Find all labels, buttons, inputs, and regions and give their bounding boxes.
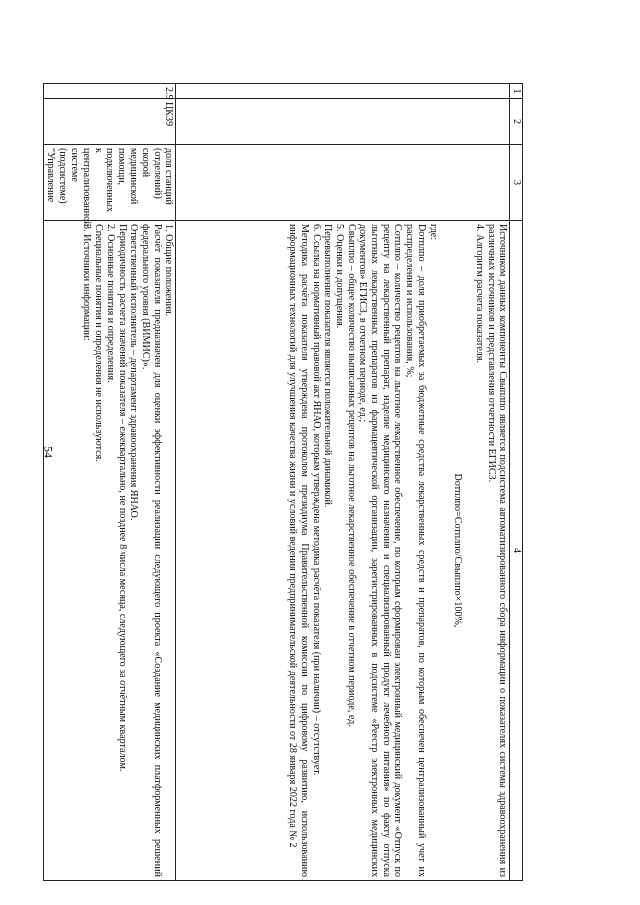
data-source-text: Источником данных компоненты Свыплпо является подсистема автоматизированного сбора информации о показателях системы здравоохранения из различных источников и представления отчетности ЕГИСЗ. — [485, 224, 509, 877]
indicator-name-line: подключенных к — [92, 148, 116, 212]
assumptions-heading: 5. Оценки и допущения. — [333, 224, 345, 329]
row-code: ЦК39 — [43, 99, 176, 145]
definitions-heading: 2. Основные понятия и определения. — [104, 224, 116, 383]
definition-svyplpo: Свыплпо – общее количество выписанных рецептов на льготное лекарственное обеспечение в отчетном периоде, ед. — [345, 224, 357, 727]
definition-sotplpo: Сотплпо – количество рецептов на льготное лекарственное обеспечение, по которым сформирован электронный медицинский документ «Отпуск по рецепту на лекарственный препарат, изделие медицинского назначения и специализированный продукт лечебного питания» по факту отпуска льготных лекарственных препаратов из фармацевтической организации, зарегистрированных в подсистеме «Реестр электронных медицинских документов» ЕГИСЗ, в отчетном периоде, ед.; — [357, 224, 404, 877]
table-row — [43, 84, 176, 881]
indicator-name-line: (подсистеме) — [57, 148, 69, 204]
header-col-3: 3 — [510, 145, 523, 221]
calculation-purpose-text: Расчёт показателя предназначен для оценки эффективности реализации следующего проекта «Создание медицинских платформенных решений федерального уровня (ВИМИС)». — [140, 224, 163, 877]
header-col-1: 1 — [510, 84, 523, 99]
indicator-name-line: централизованной — [80, 148, 92, 227]
indicator-name-line: медицинской — [128, 148, 140, 205]
normative-act-text: 6. Ссылка на нормативный правовой акт ЯНАО, которым утверждена методика расчёта показателя (при наличии) – отсутствует. — [310, 224, 322, 776]
row-number: 2.9 — [43, 84, 176, 99]
definitions-text: Специальные понятия и определения не используются. — [93, 224, 105, 462]
indicator-name-line: помощи, — [116, 148, 128, 186]
where-label: где: — [427, 224, 439, 241]
assumptions-text: Перевыполнение показателя является положительной динамикой. — [322, 224, 334, 508]
page-number: 54 — [41, 446, 56, 458]
continuation-num-cell — [176, 84, 510, 99]
continuation-description-cell — [176, 221, 510, 881]
general-provisions-heading: 1. Общие положения. — [163, 224, 175, 317]
row-description — [43, 221, 176, 881]
continuation-row — [176, 84, 510, 881]
methodology-approval-text: Методика расчёта показателя утверждена протоколом президиума Правительственной комиссии по цифровому развитию, использованию информационных технологий для улучшения качества жизни и условий ведения предпринимательской деятельности от 28 января 2022 года № 2 — [287, 224, 310, 877]
indicator-name-line: "Управление — [45, 148, 57, 203]
definition-dotplpo: Dотплпо – доля приобретаемых за бюджетные средства лекарственных средств и препаратов, по которым обеспечен централизованный учет их распределения и использования, %; — [404, 224, 427, 877]
header-col-2: 2 — [510, 99, 523, 145]
header-row — [510, 84, 523, 881]
indicator-name-line: системе — [69, 148, 81, 182]
continuation-name-cell — [176, 145, 510, 221]
indicators-table — [43, 83, 523, 881]
formula: Dотплпо=Сотплпо/Свыплпо×100%, — [452, 473, 464, 628]
algorithm-heading: 4. Алгоритм расчета показателя. — [474, 224, 485, 364]
responsible-executor-text: Ответственный исполнитель – департамент здравоохранения ЯНАО. — [128, 224, 140, 521]
indicator-name-line: (отделений) скорой — [139, 148, 163, 199]
information-sources-heading: 3. Источники информации: — [81, 224, 93, 341]
row-indicator-name — [43, 145, 176, 227]
header-col-4: 4 — [510, 221, 523, 881]
indicator-name-line: доля станций — [163, 148, 175, 205]
continuation-code-cell — [176, 99, 510, 145]
periodicity-text: Периодичность расчета значений показателя – ежеквартально, не позднее 8 числа месяца, следующего за отчётным кварталом. — [116, 224, 128, 772]
